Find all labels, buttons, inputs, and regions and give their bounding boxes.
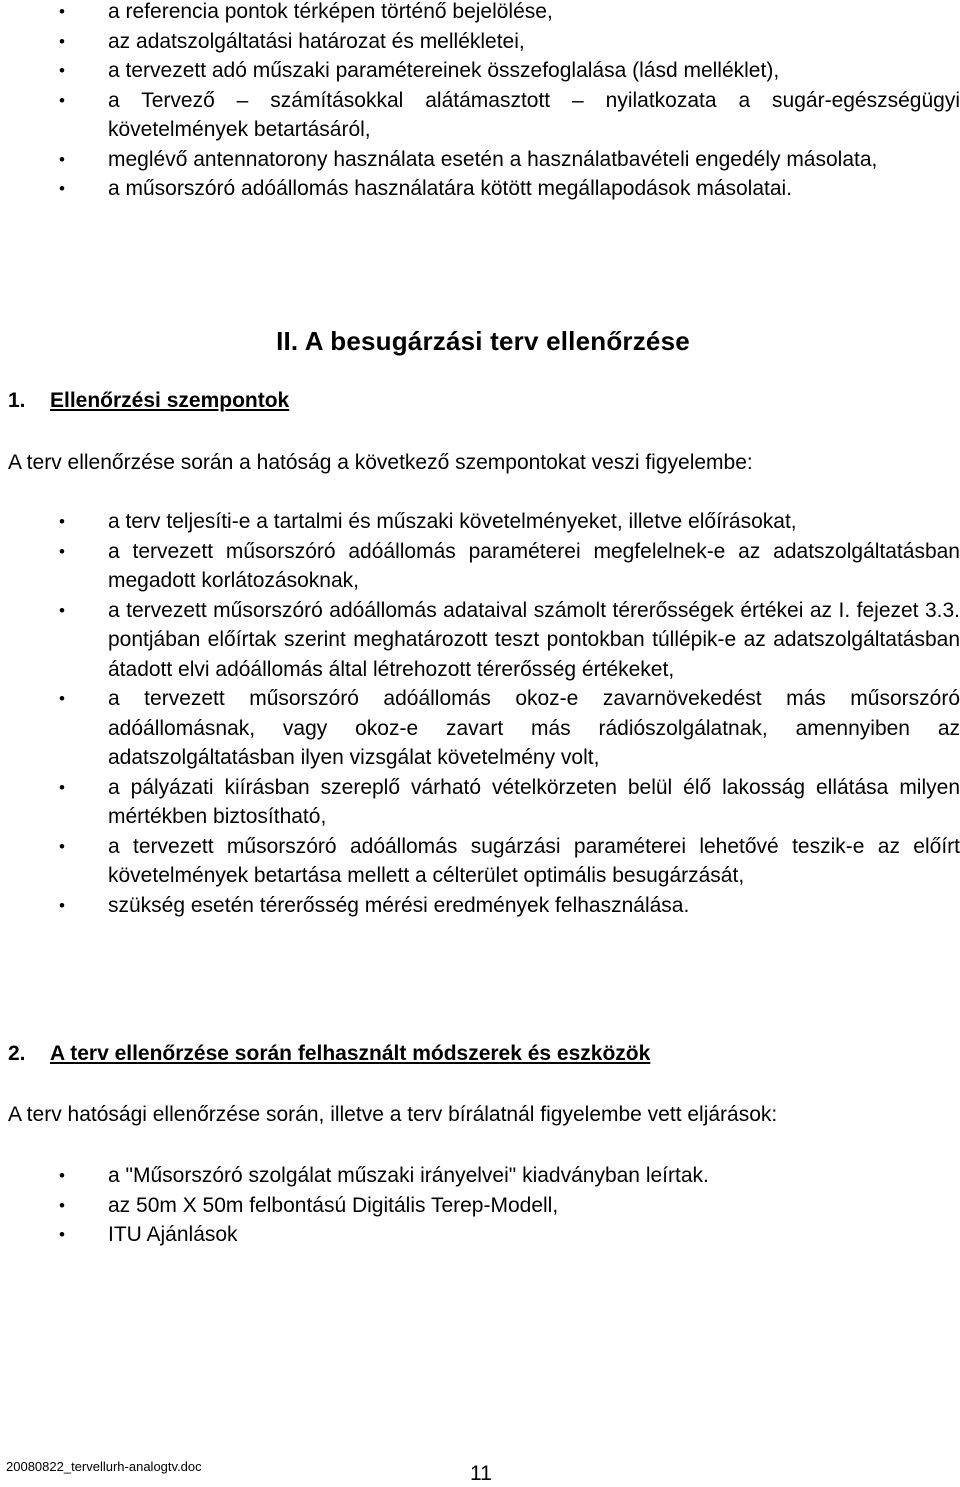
criteria-list	[0, 507, 960, 920]
bullet-icon: •	[59, 836, 65, 856]
list-item-text: a tervezett műsorszóró adóállomás sugárzási paraméterei lehetővé teszik-e az előírt követelmények betartása mellett a célterület optimális besugárzását,	[108, 834, 960, 887]
list-item	[0, 891, 960, 921]
bullet-icon: •	[59, 31, 65, 51]
bullet-icon: •	[59, 179, 65, 198]
bullet-icon: •	[59, 541, 65, 561]
list-item	[0, 1220, 960, 1250]
footer-filename: 20080822_tervellurh-analogtv.doc	[6, 1459, 202, 1474]
bullet-icon: •	[59, 1166, 65, 1185]
subsection-heading-2	[8, 1042, 650, 1066]
list-item-text: szükség esetén térerősség mérési eredmények felhasználása.	[108, 893, 690, 917]
list-item	[0, 145, 960, 175]
list-item-text: a tervezett műsorszóró adóállomás okoz-e zavarnövekedést más műsorszóró adóállomásnak, vagy okoz-e zavart más rádiószolgálatnak, amennyiben az adatszolgáltatásban ilyen vizsgálat követelmény volt,	[108, 687, 960, 769]
list-item	[0, 27, 960, 57]
list-item-text: a tervezett adó műszaki paramétereinek összefoglalása (lásd melléklet),	[108, 59, 780, 82]
list-item-text: a tervezett műsorszóró adóállomás paraméterei megfelelnek-e az adatszolgáltatásban megadott korlátozásoknak,	[108, 539, 960, 592]
heading-text: Ellenőrzési szempontok	[50, 389, 290, 412]
bullet-icon: •	[59, 149, 65, 169]
footer-page-number: 11	[470, 1462, 492, 1485]
list-item	[0, 1161, 960, 1191]
bullet-icon: •	[59, 61, 65, 80]
section-title	[0, 326, 960, 357]
list-item-text: meglévő antennatorony használata esetén a használatbavételi engedély másolata,	[108, 147, 878, 171]
heading-number: 1.	[8, 389, 26, 412]
list-item-text: a referencia pontok térképen történő bejelölése,	[108, 0, 553, 23]
list-item	[0, 684, 960, 773]
list-item	[0, 773, 960, 832]
subsection-heading-1	[8, 389, 289, 413]
bullet-icon: •	[59, 689, 65, 708]
list-item	[0, 1191, 960, 1221]
list-item-text: az 50m X 50m felbontású Digitális Terep-Modell,	[108, 1193, 559, 1217]
methods-list	[0, 1161, 960, 1250]
bullet-icon: •	[59, 512, 65, 531]
list-item-text: a műsorszóró adóállomás használatára kötött megállapodások másolatai.	[108, 177, 793, 200]
bullet-icon: •	[59, 2, 65, 21]
requirements-list-top	[0, 0, 960, 204]
list-item	[0, 174, 960, 204]
intro-paragraph-1: A terv ellenőrzése során a hatóság a következő szempontokat veszi figyelembe:	[8, 451, 753, 474]
list-item-text: a tervezett műsorszóró adóállomás adataival számolt térerősségek értékei az I. fejezet 3.3. pontjában előírtak szerint meghatározott teszt pontokban túllépik-e az adatszolgáltatásban átadott elvi adóállomás által létrehozott térerősség értékeket,	[108, 598, 960, 681]
list-item	[0, 56, 960, 86]
bullet-icon: •	[59, 1195, 65, 1215]
list-item	[0, 596, 960, 685]
list-item	[0, 0, 960, 27]
bullet-icon: •	[59, 777, 65, 797]
list-item	[0, 507, 960, 537]
list-item-text: a "Műsorszóró szolgálat műszaki irányelvei" kiadványban leírtak.	[108, 1164, 709, 1187]
bullet-icon: •	[59, 895, 65, 915]
list-item-text: a pályázati kiírásban szereplő várható vételkörzeten belül élő lakosság ellátása milyen mértékben biztosítható,	[108, 775, 960, 828]
section-title-text: II. A besugárzási terv ellenőrzése	[276, 326, 690, 356]
list-item	[0, 537, 960, 596]
bullet-icon: •	[59, 1225, 65, 1244]
list-item-text: a Tervező – számításokkal alátámasztott – nyilatkozata a sugár-egészségügyi követelmények betartásáról,	[108, 88, 960, 141]
intro-paragraph-2: A terv hatósági ellenőrzése során, illetve a terv bírálatnál figyelembe vett eljárások:	[8, 1103, 778, 1126]
heading-text: A terv ellenőrzése során felhasznált módszerek és eszközök	[50, 1042, 651, 1065]
bullet-icon: •	[59, 90, 65, 110]
list-item	[0, 86, 960, 145]
list-item-text: a terv teljesíti-e a tartalmi és műszaki követelményeket, illetve előírásokat,	[108, 510, 797, 533]
list-item	[0, 832, 960, 891]
heading-number: 2.	[8, 1042, 26, 1065]
bullet-icon: •	[59, 600, 65, 620]
list-item-text: az adatszolgáltatási határozat és mellékletei,	[108, 29, 525, 53]
list-item-text: ITU Ajánlások	[108, 1223, 238, 1246]
